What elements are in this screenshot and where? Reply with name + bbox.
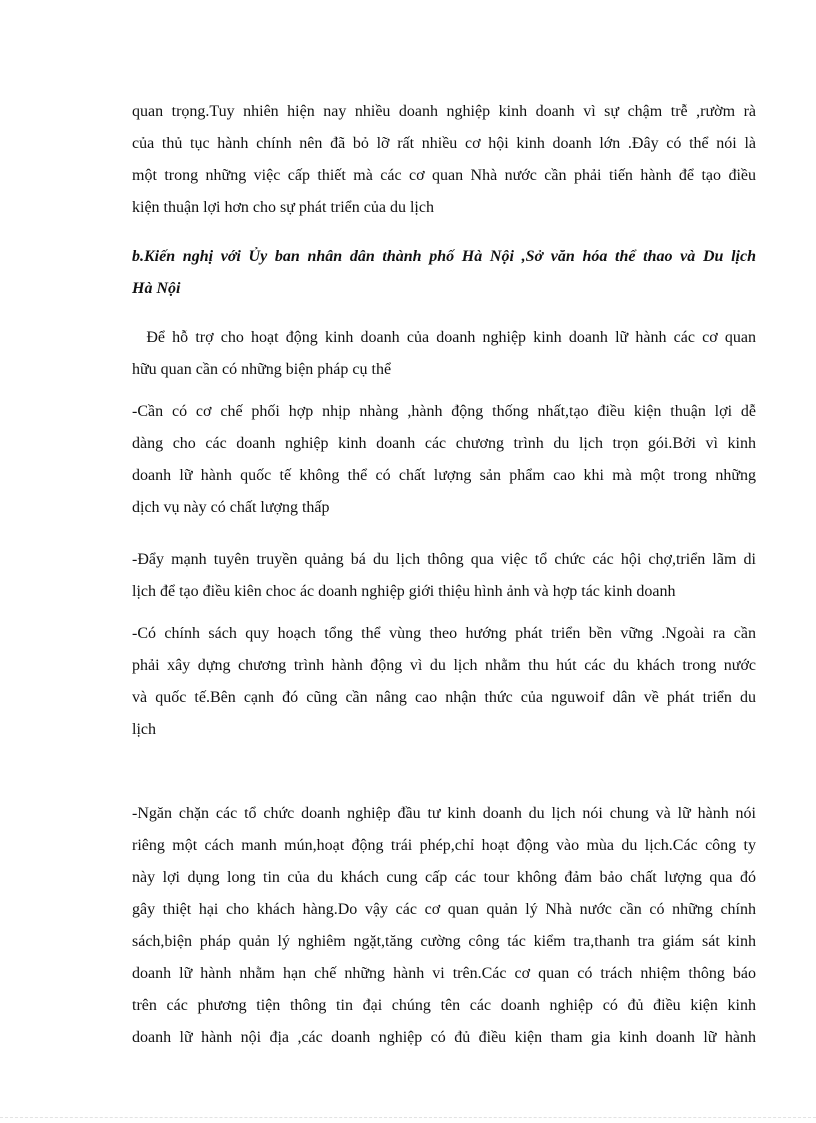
section-heading — [132, 241, 756, 305]
text-line: -Cần có cơ chế phối hợp nhịp nhàng ,hành động thống nhất,tạo điều kiện thuận lợi dễ — [132, 403, 756, 420]
text-line: hữu quan cần có những biện pháp cụ thể — [132, 361, 392, 378]
text-line: sách,biện pháp quản lý nghiêm ngặt,tăng cường công tác kiểm tra,thanh tra giám sát kinh — [132, 933, 756, 950]
text-line: doanh lữ hành nội địa ,các doanh nghiệp có đủ điều kiện tham gia kinh doanh lữ hành — [132, 1029, 756, 1046]
text-line: và quốc tế.Bên cạnh đó cũng cần nâng cao nhận thức của nguwoif dân về phát triển du — [132, 689, 756, 706]
text-line: -Ngăn chặn các tổ chức doanh nghiệp đầu tư kinh doanh du lịch nói chung và lữ hành nói — [132, 805, 756, 822]
text-line: Để hỗ trợ cho hoạt động kinh doanh của doanh nghiệp kinh doanh lữ hành các cơ quan — [132, 329, 756, 346]
text-line: của thủ tục hành chính nên đã bỏ lỡ rất nhiều cơ hội kinh doanh lớn .Đây có thể nói là — [132, 135, 756, 152]
paragraph-intro — [132, 322, 756, 386]
text-line: quan trọng.Tuy nhiên hiện nay nhiều doanh nghiệp kinh doanh vì sự chậm trễ ,rườm rà — [132, 103, 756, 120]
paragraph-item-promotion — [132, 544, 756, 608]
text-line: kiện thuận lợi hơn cho sự phát triển của du lịch — [132, 199, 434, 216]
paragraph-item-planning — [132, 618, 756, 746]
text-line: lịch — [132, 721, 156, 738]
text-line: này lợi dụng long tin của du khách cung cấp các tour không đảm bảo chất lượng qua đó — [132, 869, 756, 886]
text-line: dịch vụ này có chất lượng thấp — [132, 499, 330, 516]
text-line: riêng một cách manh mún,hoạt động trái phép,chỉ hoạt động vào mùa du lịch.Các công ty — [132, 837, 756, 854]
text-line: phải xây dựng chương trình hành động vì du lịch nhằm thu hút các du khách trong nước — [132, 657, 756, 674]
heading-line: b.Kiến nghị với Ủy ban nhân dân thành phố Hà Nội ,Sở văn hóa thể thao và Du lịch — [132, 248, 756, 265]
paragraph-item-coordination — [132, 396, 756, 524]
text-line: một trong những việc cấp thiết mà các cơ quan Nhà nước cần phải tiến hành để tạo điều — [132, 167, 756, 184]
paragraph-item-prevention — [132, 798, 756, 1054]
text-line: -Đẩy mạnh tuyên truyền quảng bá du lịch thông qua việc tổ chức các hội chợ,triển lãm di — [132, 551, 756, 568]
text-line: gây thiệt hại cho khách hàng.Do vậy các cơ quan quản lý Nhà nước cần có những chính — [132, 901, 756, 918]
text-line: dàng cho các doanh nghiệp kinh doanh các chương trình du lịch trọn gói.Bởi vì kinh — [132, 435, 756, 452]
paragraph-continuation — [132, 96, 756, 224]
text-line: lịch để tạo điều kiên choc ác doanh nghiệp giới thiệu hình ảnh và hợp tác kinh doanh — [132, 583, 676, 600]
heading-line: Hà Nội — [132, 280, 181, 297]
text-line: doanh lữ hành quốc tế không thể có chất lượng sản phẩm cao khi mà một trong những — [132, 467, 756, 484]
page-bottom-border — [0, 1117, 816, 1118]
text-line: doanh lữ hành nhằm hạn chế những hành vi trên.Các cơ quan có trách nhiệm thông báo — [132, 965, 756, 982]
text-line: trên các phương tiện thông tin đại chúng tên các doanh nghiệp có đủ điều kiện kinh — [132, 997, 756, 1014]
text-line: -Có chính sách quy hoạch tổng thể vùng theo hướng phát triển bền vững .Ngoài ra cần — [132, 625, 756, 642]
